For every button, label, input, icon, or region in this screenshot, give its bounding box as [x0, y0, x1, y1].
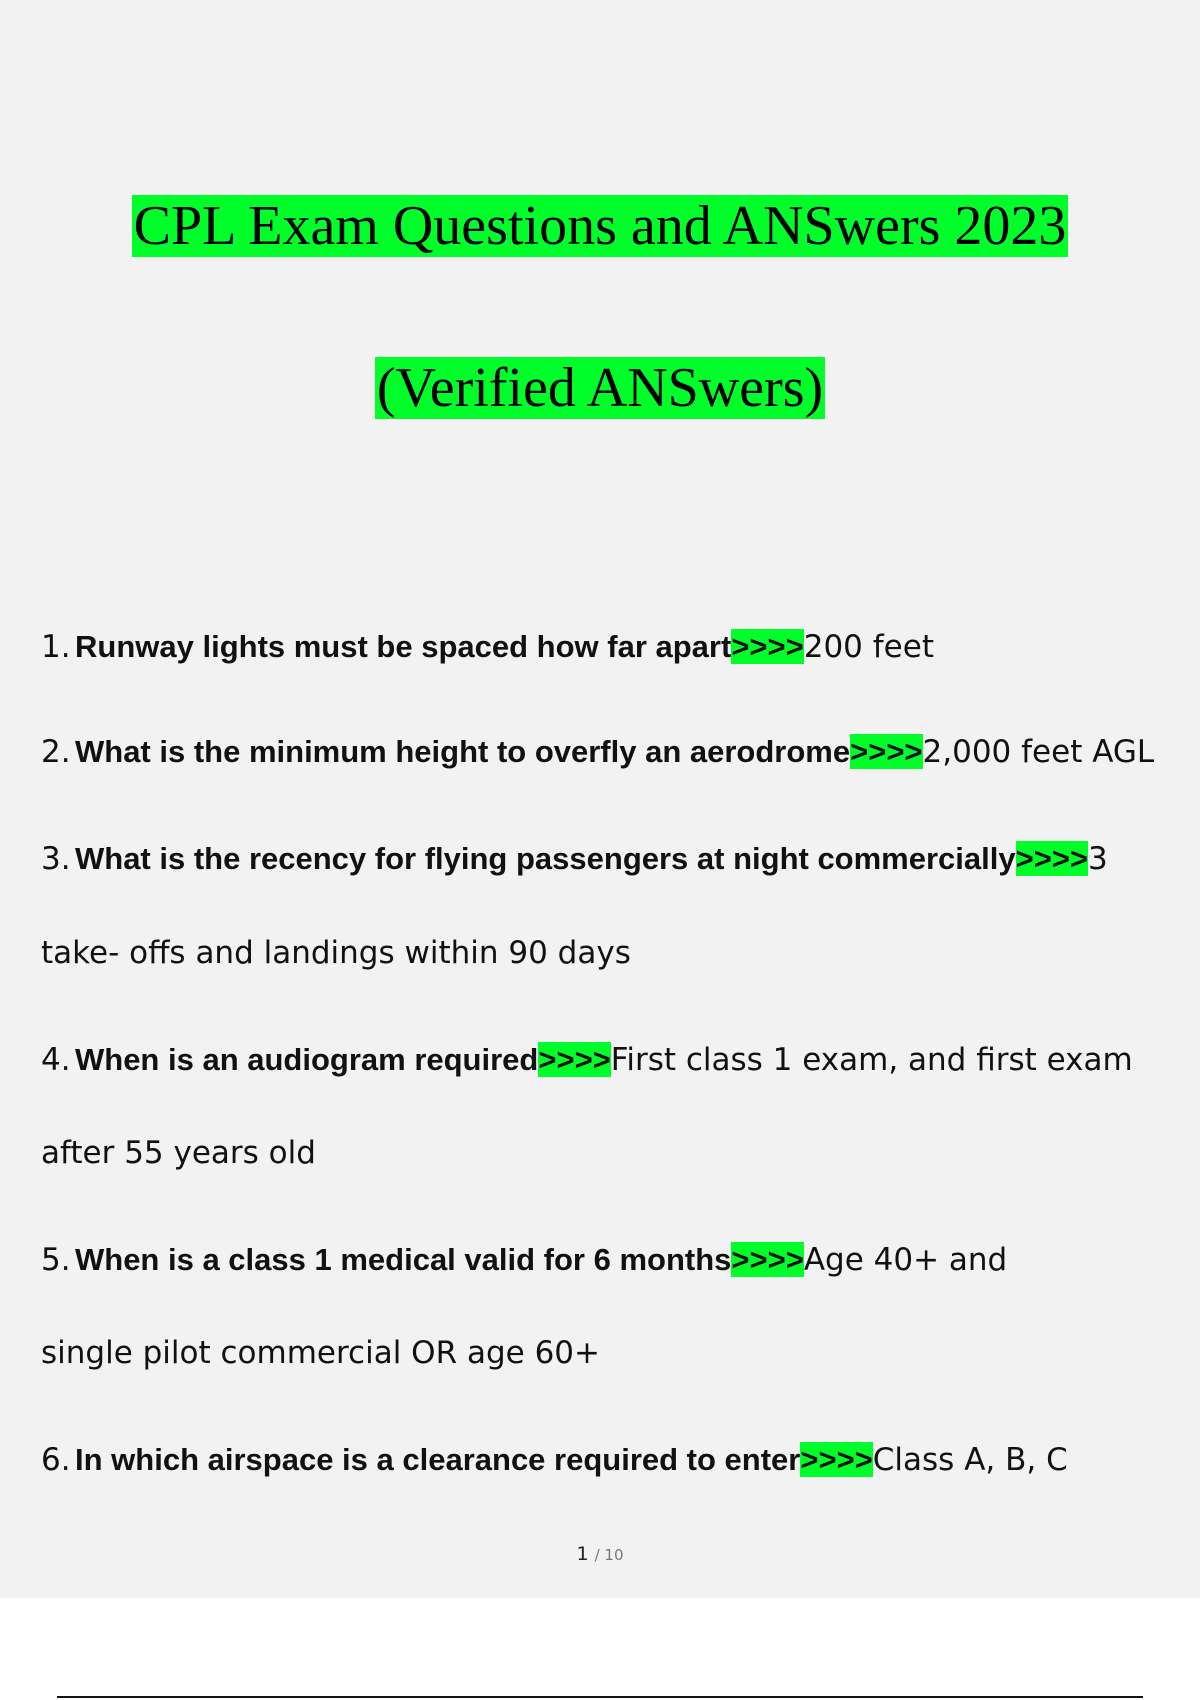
item-number: 5. — [41, 1242, 71, 1278]
question-text: When is a class 1 medical valid for 6 months — [75, 1242, 732, 1277]
document-title — [0, 193, 1200, 259]
answer-separator: >>>> — [731, 1242, 804, 1277]
item-number: 2. — [41, 734, 71, 770]
answer-continuation: single pilot commercial OR age 60+ — [41, 1335, 600, 1371]
page-total: / 10 — [594, 1546, 624, 1564]
document-subtitle-text: (Verified ANSwers) — [376, 357, 824, 419]
item-number: 1. — [41, 629, 71, 665]
answer-separator: >>>> — [1015, 841, 1089, 876]
qa-item-2 — [41, 735, 1200, 769]
question-text: What is the minimum height to overfly an aerodrome — [75, 734, 851, 769]
answer-text: 3 — [1088, 841, 1108, 877]
document-subtitle — [0, 355, 1200, 421]
qa-item-6 — [41, 1443, 1200, 1477]
answer-continuation: take- offs and landings within 90 days — [41, 935, 631, 971]
item-number: 3. — [41, 841, 71, 877]
question-text: Runway lights must be spaced how far apart — [75, 629, 732, 664]
answer-separator: >>>> — [731, 629, 804, 664]
answer-separator: >>>> — [800, 1442, 873, 1477]
answer-text: 200 feet — [803, 629, 934, 665]
question-text: In which airspace is a clearance required to enter — [75, 1442, 801, 1477]
qa-item-1 — [41, 630, 1200, 664]
answer-text: 2,000 feet AGL — [922, 734, 1155, 770]
answer-text: Age 40+ and — [803, 1242, 1008, 1278]
answer-text: First class 1 exam, and first exam — [610, 1042, 1133, 1078]
answer-separator: >>>> — [538, 1042, 611, 1077]
item-number: 4. — [41, 1042, 71, 1078]
qa-item-5 — [41, 1243, 1200, 1277]
qa-item-4 — [41, 1043, 1200, 1077]
answer-continuation: after 55 years old — [41, 1135, 316, 1171]
page-indicator — [0, 1543, 1200, 1565]
document-title-text: CPL Exam Questions and ANSwers 2023 — [133, 195, 1067, 257]
qa-item-3 — [41, 842, 1200, 876]
answer-separator: >>>> — [850, 734, 923, 769]
answer-text: Class A, B, C — [872, 1442, 1068, 1478]
page-current: 1 — [576, 1543, 589, 1565]
page-divider — [57, 1696, 1143, 1698]
question-text: What is the recency for flying passengers at night commercially — [75, 841, 1016, 876]
question-text: When is an audiogram required — [75, 1042, 539, 1077]
item-number: 6. — [41, 1442, 71, 1478]
